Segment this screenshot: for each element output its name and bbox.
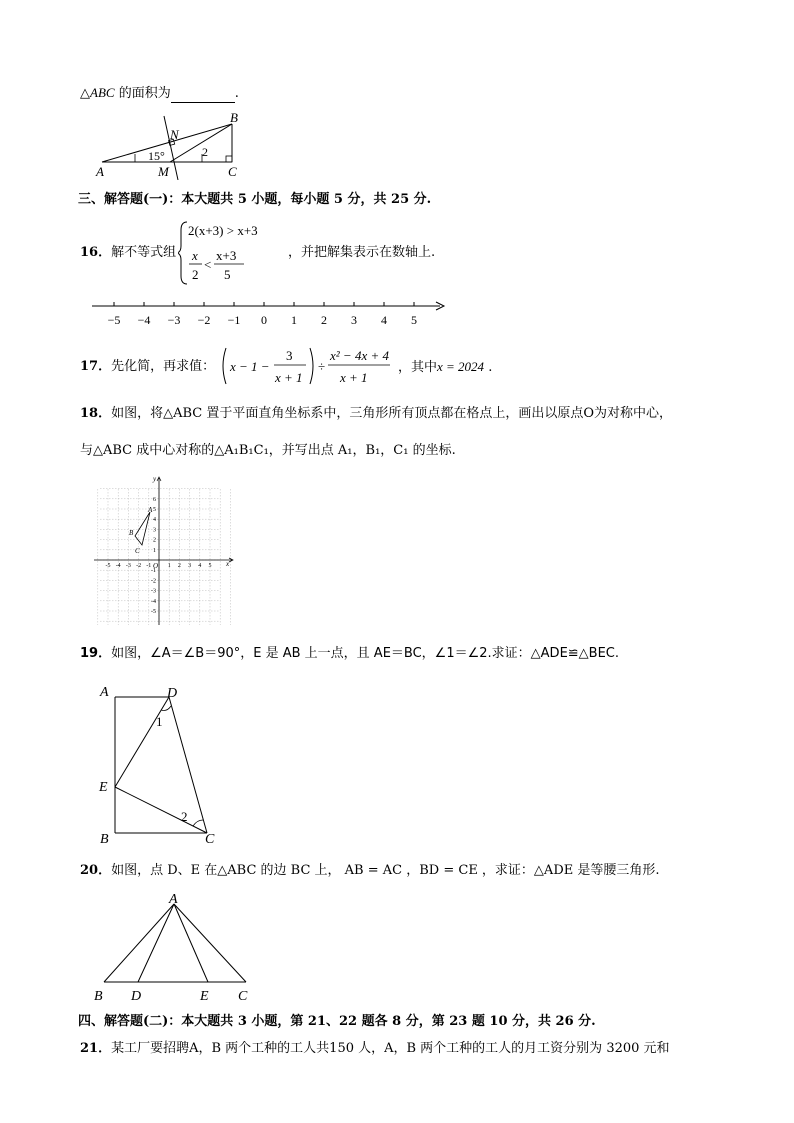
label-E: E xyxy=(200,989,209,1004)
y-tick-label: -5 xyxy=(151,609,156,615)
frac1-den: x + 1 xyxy=(275,370,303,385)
frac1-num: 3 xyxy=(286,348,293,363)
number-line-tick-label: 3 xyxy=(351,313,357,327)
label-D: D xyxy=(167,686,178,701)
number-line xyxy=(90,296,450,330)
label-C: C xyxy=(238,989,248,1004)
label-E: E xyxy=(99,780,108,795)
x-tick-label: -2 xyxy=(136,563,142,569)
inequality-1: 2(x+3) > x+3 xyxy=(188,223,258,238)
q15-tail: △ABC 的面积为 . xyxy=(80,85,239,101)
x-tick-label: -3 xyxy=(125,563,131,569)
number-line-tick-label: 5 xyxy=(411,313,417,327)
q18-line2: 与△ABC 成中心对称的△A₁B₁C₁，并写出点 A₁，B₁，C₁ 的坐标. xyxy=(80,443,456,458)
section-3-title: 三、解答题(一)：本大题共 5 小题，每小题 5 分，共 25 分. xyxy=(78,192,432,207)
frac2-den: x + 1 xyxy=(340,370,368,385)
segment-AE xyxy=(174,904,208,982)
number-line-tick-label: −2 xyxy=(197,313,211,327)
x-tick-label: -5 xyxy=(105,563,111,569)
y-tick-label: 5 xyxy=(153,507,156,513)
segment-AB xyxy=(104,904,174,982)
label-D: D xyxy=(131,989,142,1004)
x-tick-label: -4 xyxy=(115,563,121,569)
q17-post: ，其中x = 2024 . xyxy=(398,359,493,375)
q17-number: 17．先化简，再求值： xyxy=(80,359,216,374)
y-tick-label: 4 xyxy=(153,517,156,524)
triangle-ABC xyxy=(135,512,150,545)
q15-text: 的面积为 xyxy=(118,86,171,101)
number-line-tick-label: 4 xyxy=(381,313,387,327)
label-N: N xyxy=(170,127,179,142)
label-angle: 15° xyxy=(148,149,165,163)
number-line-tick-label: −1 xyxy=(227,313,241,327)
frac2-num: x² − 4x + 4 xyxy=(330,348,389,363)
x-tick-label: 4 xyxy=(198,563,202,569)
q19-text: 19．如图，∠A＝∠B＝90°，E 是 AB 上一点，且 AE＝BC，∠1＝∠2.求证：△ADE≌△BEC. xyxy=(80,646,620,661)
y-tick-label: 2 xyxy=(153,537,156,544)
ineq2-right-num: x+3 xyxy=(216,248,237,263)
x-tick-label: 5 xyxy=(208,563,212,569)
label-C: C xyxy=(205,832,215,847)
figure-q15 xyxy=(90,110,250,180)
number-line-tick-label: −4 xyxy=(137,313,151,327)
figure-q20 xyxy=(90,890,260,1006)
q16-post: ，并把解集表示在数轴上. xyxy=(288,245,436,260)
brace xyxy=(178,222,187,284)
x-tick-label: 1 xyxy=(167,563,171,569)
coordinate-grid xyxy=(92,475,237,630)
segment-AD xyxy=(138,904,174,982)
q17-expression xyxy=(218,344,396,390)
segment-DC xyxy=(169,697,207,833)
y-tick-label: -1 xyxy=(151,568,156,575)
y-tick-label: -4 xyxy=(151,598,156,605)
section-4-title: 四、解答题(二)：本大题共 3 小题，第 21、22 题各 8 分，第 23 题 10 分，共 26 分. xyxy=(78,1014,596,1029)
label-A: A xyxy=(100,685,109,700)
y-tick-label: -2 xyxy=(151,578,156,585)
label-M: M xyxy=(158,164,169,179)
label-A: A xyxy=(96,164,104,179)
origin-label: O xyxy=(153,562,159,570)
label-A: A xyxy=(148,506,153,514)
ineq2-left-num: x xyxy=(192,248,198,263)
label-C: C xyxy=(228,164,237,179)
label-2: 2 xyxy=(181,809,188,824)
y-axis-label: y xyxy=(153,475,157,483)
segment-MB xyxy=(170,124,232,162)
label-B: B xyxy=(100,832,109,847)
ineq2-op: < xyxy=(204,257,212,272)
q15-triangle-name: ABC xyxy=(90,85,115,100)
label-1: 1 xyxy=(156,714,163,729)
y-tick-label: 3 xyxy=(153,527,156,534)
segment-ED xyxy=(115,697,169,787)
angle-2-arc xyxy=(193,820,203,826)
y-tick-label: 1 xyxy=(153,547,156,554)
label-C: C xyxy=(135,547,140,555)
x-tick-label: 2 xyxy=(177,563,181,569)
q16-inequality-system xyxy=(178,218,288,288)
number-line-tick-label: 1 xyxy=(291,313,297,327)
q21-text: 21．某工厂要招聘A，B 两个工种的工人共150 人，A，B 两个工种的工人的月工资分别为 3200 元和 xyxy=(80,1041,670,1056)
q16-number: 16．解不等式组 xyxy=(80,245,177,260)
answer-blank xyxy=(171,88,235,103)
right-angle-C xyxy=(226,156,232,162)
label-B: B xyxy=(129,529,134,537)
ineq2-right-den: 5 xyxy=(224,267,231,282)
ineq2-left-den: 2 xyxy=(192,267,199,282)
divide-sign: ÷ xyxy=(318,359,326,374)
number-line-tick-label: −3 xyxy=(167,313,181,327)
x-tick-label: 3 xyxy=(188,563,192,569)
label-B: B xyxy=(230,110,238,125)
x-tick-label: -1 xyxy=(146,563,152,569)
q18-line1: 18．如图，将△ABC 置于平面直角坐标系中，三角形所有顶点都在格点上，画出以原点O为对称中心， xyxy=(80,406,673,421)
label-A: A xyxy=(169,892,178,907)
label-B: B xyxy=(94,989,103,1004)
q20-text: 20．如图，点 D、E 在△ABC 的边 BC 上， AB = AC ，BD = CE ，求证：△ADE 是等腰三角形. xyxy=(80,863,660,878)
y-tick-label: -3 xyxy=(151,588,156,595)
number-line-tick-label: 0 xyxy=(261,313,267,327)
figure-q19 xyxy=(95,680,225,850)
expr-a: x − 1 − xyxy=(230,359,270,374)
label-2: 2 xyxy=(202,145,208,159)
number-line-tick-label: −5 xyxy=(107,313,121,327)
segment-AC xyxy=(174,904,246,982)
x-axis-label: x xyxy=(226,560,230,568)
number-line-tick-label: 2 xyxy=(321,313,327,327)
y-tick-label: 6 xyxy=(153,496,156,503)
